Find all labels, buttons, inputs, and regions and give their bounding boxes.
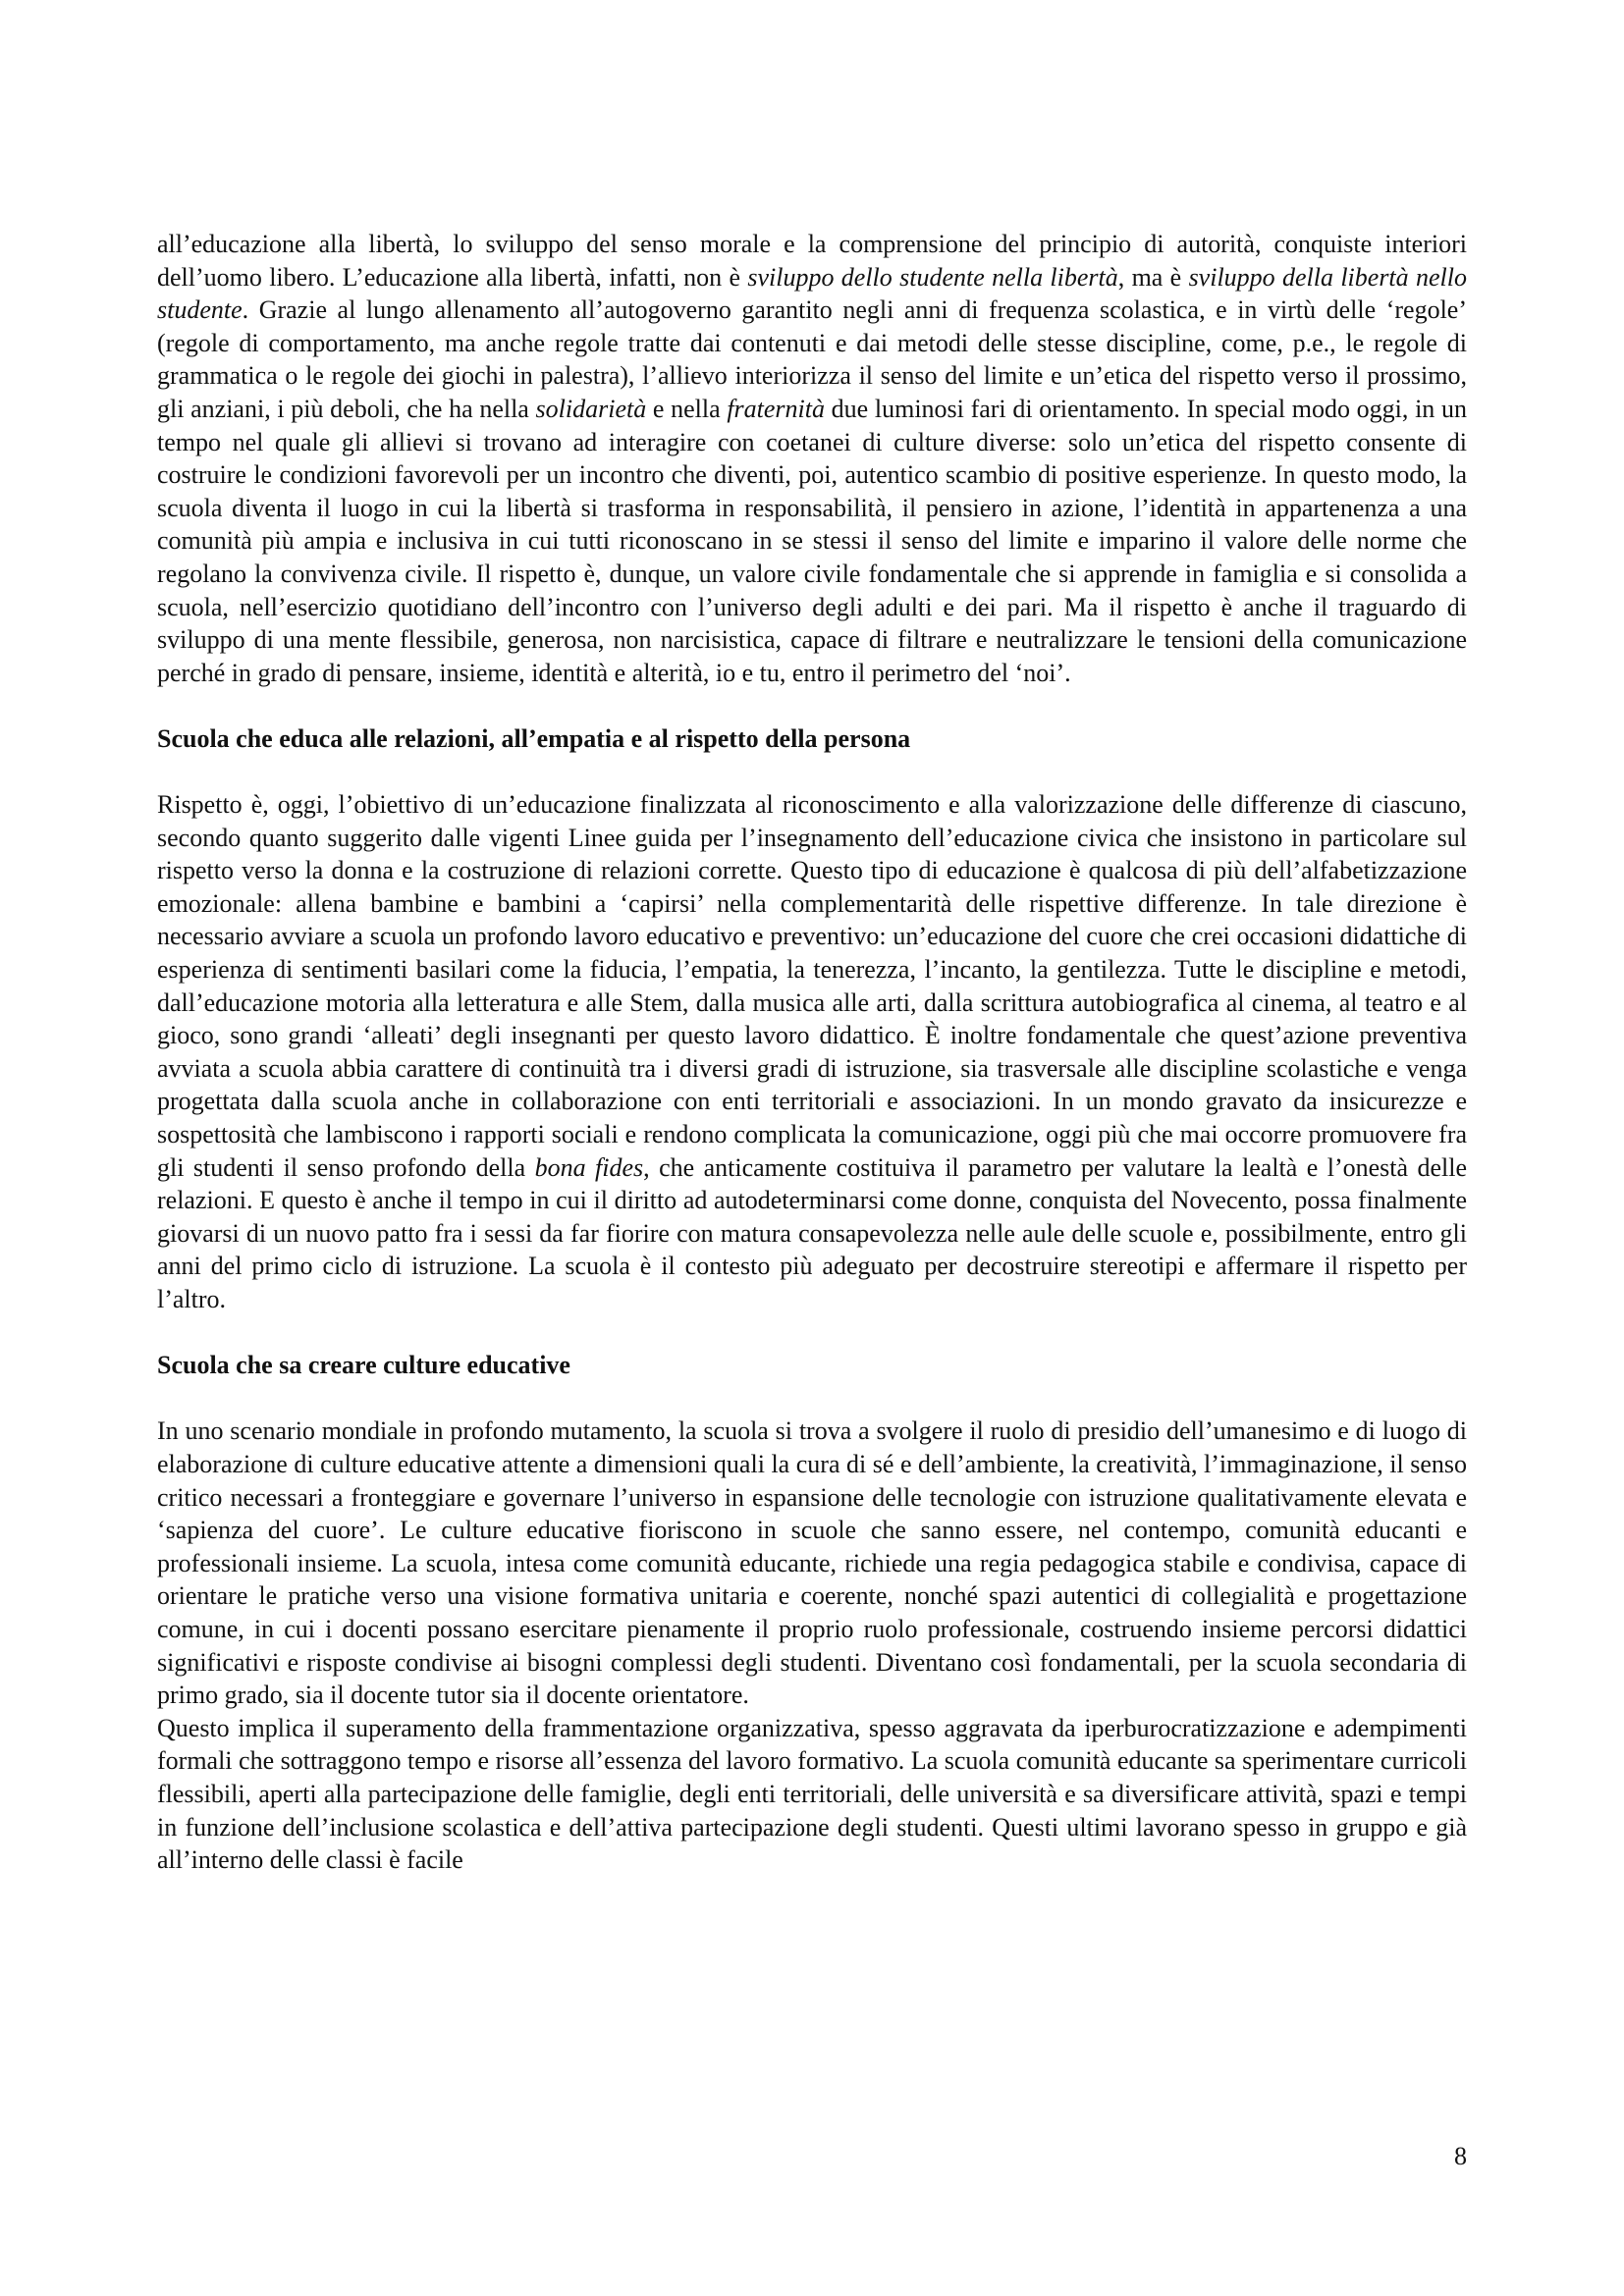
section-heading: Scuola che educa alle relazioni, all’empatia e al rispetto della persona — [157, 723, 911, 753]
heading-gap — [157, 756, 1467, 789]
italic-run: sviluppo dello studente nella libertà — [747, 262, 1118, 292]
section-1 — [157, 228, 1467, 689]
italic-run: solidarietà — [535, 394, 647, 423]
document-page — [157, 228, 1467, 1877]
page-number: 8 — [1454, 2142, 1467, 2170]
section-3 — [157, 1349, 1467, 1877]
body-paragraph: Questo implica il superamento della frammentazione organizzativa, spesso aggravata da iperburocratizzazione e adempimenti formali che sottraggono tempo e risorse all’essenza del lavoro formativo. La scuola comunità educante sa sperimentare curricoli flessibili, aperti alla partecipazione delle famiglie, degli enti territoriali, delle università e sa diversificare attività, spazi e tempi in funzione dell’inclusione scolastica e dell’attiva partecipazione degli studenti. Questi ultimi lavorano spesso in gruppo e già all’interno delle classi è facile — [157, 1713, 1467, 1875]
heading-gap — [157, 1382, 1467, 1415]
section-gap — [157, 1316, 1467, 1350]
body-paragraph: In uno scenario mondiale in profondo mutamento, la scuola si trova a svolgere il ruolo di presidio dell’umanesimo e di luogo di elaborazione di culture educative attente a dimensioni quali la cura di sé e dell’ambiente, la creatività, l’immaginazione, il senso critico necessari a fronteggiare e governare l’universo in espansione delle tecnologie con istruzione qualitativamente elevata e ‘sapienza del cuore’. Le culture educative fioriscono in scuole che sanno essere, nel contempo, comunità educanti e professionali insieme. La scuola, intesa come comunità educante, richiede una regia pedagogica stabile e condivisa, capace di orientare le pratiche verso una visione formativa unitaria e coerente, nonché spazi autentici di collegialità e progettazione comune, in cui i docenti possano esercitare pienamente il proprio ruolo professionale, costruendo insieme percorsi didattici significativi e risposte condivise ai bisogni complessi degli studenti. Diventano così fondamentali, per la scuola secondaria di primo grado, sia il docente tutor sia il docente orientatore. — [157, 1416, 1467, 1710]
section-2 — [157, 722, 1467, 1316]
body-paragraph: all’educazione alla libertà, lo sviluppo del senso morale e la comprensione del principio di autorità, conquiste interiori dell’uomo libero. L’educazione alla libertà, infatti, non è sviluppo dello studente nella libertà, ma è sviluppo della libertà nello studente. Grazie al lungo allenamento all’autogoverno garantito negli anni di frequenza scolastica, e in virtù delle ‘regole’ (regole di comportamento, ma anche regole tratte dai contenuti e dai metodi delle stesse discipline, come, p.e., le regole di grammatica o le regole dei giochi in palestra), l’allievo interiorizza il senso del limite e un’etica del rispetto verso il prossimo, gli anziani, i più deboli, che ha nella solidarietà e nella fraternità due luminosi fari di orientamento. In special modo oggi, in un tempo nel quale gli allievi si trovano ad interagire con coetanei di culture diverse: solo un’etica del rispetto consente di costruire le condizioni favorevoli per un incontro che diventi, poi, autentico scambio di positive esperienze. In questo modo, la scuola diventa il luogo in cui la libertà si trasforma in responsabilità, il pensiero in azione, l’identità in appartenenza a una comunità più ampia e inclusiva in cui tutti riconoscano in se stessi il senso del limite e imparino il valore delle norme che regolano la convivenza civile. Il rispetto è, dunque, un valore civile fondamentale che si apprende in famiglia e si consolida a scuola, nell’esercizio quotidiano dell’incontro con l’universo degli adulti e dei pari. Ma il rispetto è anche il traguardo di sviluppo di una mente flessibile, generosa, non narcisistica, capace di filtrare e neutralizzare le tensioni della comunicazione perché in grado di pensare, insieme, identità e alterità, io e tu, entro il perimetro del ‘noi’. — [157, 230, 1467, 687]
body-paragraph: Rispetto è, oggi, l’obiettivo di un’educazione finalizzata al riconoscimento e alla valorizzazione delle differenze di ciascuno, secondo quanto suggerito dalle vigenti Linee guida per l’insegnamento dell’educazione civica che insistono in particolare sul rispetto verso la donna e la costruzione di relazioni corrette. Questo tipo di educazione è qualcosa di più dell’alfabetizzazione emozionale: allena bambine e bambini a ‘capirsi’ nella complementarità delle rispettive differenze. In tale direzione è necessario avviare a scuola un profondo lavoro educativo e preventivo: un’educazione del cuore che crei occasioni didattiche di esperienza di sentimenti basilari come la fiducia, l’empatia, la tenerezza, l’incanto, la gentilezza. Tutte le discipline e metodi, dall’educazione motoria alla letteratura e alle Stem, dalla musica alle arti, dalla scrittura autobiografica al cinema, al teatro e al gioco, sono grandi ‘alleati’ degli insegnanti per questo lavoro didattico. È inoltre fondamentale che quest’azione preventiva avviata a scuola abbia carattere di continuità tra i diversi gradi di istruzione, sia trasversale alle discipline scolastiche e venga progettata dalla scuola anche in collaborazione con enti territoriali e associazioni. In un mondo gravato da insicurezze e sospettosità che lambiscono i rapporti sociali e rendono complicata la comunicazione, oggi più che mai occorre promuovere fra gli studenti il senso profondo della bona fides, che anticamente costituiva il parametro per valutare la lealtà e l’onestà delle relazioni. E questo è anche il tempo in cui il diritto ad autodeterminarsi come donne, conquista del Novecento, possa finalmente giovarsi di un nuovo patto fra i sessi da far fiorire con matura consapevolezza nelle aule delle scuole e, possibilmente, entro gli anni del primo ciclo di istruzione. La scuola è il contesto più adeguato per decostruire stereotipi e affermare il rispetto per l’altro. — [157, 790, 1468, 1313]
italic-run: fraternità — [727, 394, 825, 423]
section-heading: Scuola che sa creare culture educative — [157, 1351, 570, 1380]
italic-run: bona fides — [534, 1152, 644, 1182]
section-gap — [157, 689, 1467, 722]
italic-run: sviluppo della libertà nello studente — [157, 262, 1467, 325]
